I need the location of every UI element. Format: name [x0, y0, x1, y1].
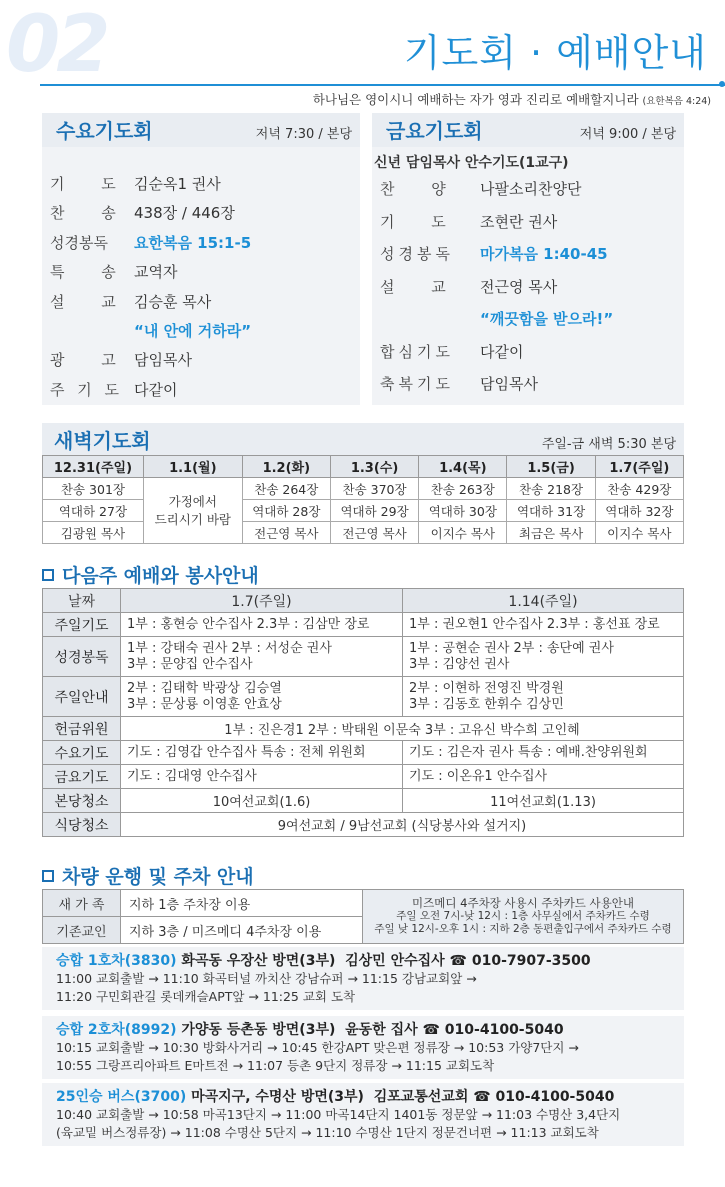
- row-line: 1부 : 공현순 권사 2부 : 송단예 권사: [409, 640, 614, 656]
- parking-row: [43, 890, 684, 917]
- order-value: 담임목사: [134, 351, 192, 370]
- order-label: 기 도: [50, 175, 132, 193]
- order-value: 나팔소리찬양단: [480, 180, 582, 198]
- row-label: 수요기도: [43, 741, 121, 765]
- scripture-cell: 역대하 29장: [330, 500, 418, 522]
- fri-row: [43, 765, 684, 789]
- scripture-cell: 역대하 27장: [43, 500, 144, 522]
- order-value: 마가복음 1:40-45: [480, 245, 608, 263]
- dawn-schedule-table: [42, 455, 684, 544]
- bus-name: 승합 2호차(8992): [56, 1022, 177, 1038]
- hymn-cell: 찬송 218장: [507, 478, 595, 500]
- row-line: 3부 : 김양선 권사: [409, 656, 510, 672]
- row-line: 1부 : 강태숙 권사 2부 : 서성순 권사: [127, 640, 332, 656]
- prayer-row: [43, 613, 684, 637]
- parking-title: [42, 862, 254, 889]
- clean-row: [43, 789, 684, 813]
- row-label: 성경봉독: [43, 637, 121, 677]
- row-line: 3부 : 문상룡 이영훈 안효상: [127, 696, 282, 712]
- route-area: 마곡지구, 수명산 방면(3부): [191, 1089, 364, 1105]
- day-header: 1.5(금): [507, 456, 595, 478]
- next-week-title: [42, 561, 259, 588]
- friday-time: 저녁 9:00 / 본당: [579, 127, 676, 142]
- preacher-cell: 전근영 목사: [242, 522, 330, 544]
- friday-section: [372, 113, 684, 405]
- order-row: [380, 211, 684, 244]
- hymn-cell: 찬송 370장: [330, 478, 418, 500]
- order-row: [380, 308, 684, 341]
- bus-name: 승합 1호차(3830): [56, 953, 177, 969]
- day-header: 1.2(화): [242, 456, 330, 478]
- dawn-day-row: [43, 456, 684, 478]
- order-label: 찬 양: [380, 180, 462, 198]
- order-label: 합심기도: [380, 342, 454, 361]
- bus-route: [42, 947, 684, 1010]
- order-label: 설 교: [50, 292, 132, 311]
- day-header: 1.3(수): [330, 456, 418, 478]
- route-header: [56, 1019, 676, 1039]
- page-number: 02: [6, 0, 107, 90]
- row-value: [403, 677, 684, 717]
- jan1-note-line: 가정에서: [168, 493, 217, 509]
- order-value: 다같이: [134, 380, 178, 399]
- reading-row: [43, 637, 684, 677]
- route-line: 10:40 교회출발 → 10:58 마곡13단지 → 11:00 마곡14단지 1401동 정문앞 → 11:03 수명산 3,4단지: [56, 1107, 621, 1122]
- route-line: 11:00 교회출발 → 11:10 화곡터널 까치산 강남슈퍼 → 11:15 강남교회앞 →: [56, 971, 477, 986]
- order-label: 광 고: [50, 351, 132, 370]
- parking-label: 기존교인: [43, 917, 121, 944]
- wednesday-time: 저녁 7:30 / 본당: [255, 127, 352, 142]
- bus-route: [42, 1016, 684, 1079]
- dining-row: [43, 813, 684, 837]
- order-value: 438장 / 446장: [134, 204, 235, 223]
- parking-card-note: [363, 890, 684, 944]
- row-value: 기도 : 김영갑 안수집사 특송 : 전체 위원회: [121, 741, 403, 765]
- route-header: [56, 950, 676, 970]
- order-value: 다같이: [480, 342, 524, 361]
- order-value: 김승훈 목사: [134, 292, 212, 311]
- dawn-time: 주일-금 새벽 5:30 본당: [541, 437, 676, 452]
- parking-value: 지하 3층 / 미즈메디 4주차장 이용: [121, 917, 363, 944]
- friday-header: [372, 113, 684, 147]
- row-label: 금요기도: [43, 765, 121, 789]
- parking-title-text: 차량 운행 및 주차 안내: [62, 866, 254, 888]
- order-row: [380, 276, 684, 309]
- row-value: 1부 : 권오현1 안수집사 2.3부 : 홍선표 장로: [403, 613, 684, 637]
- dawn-header: [42, 423, 684, 457]
- row-label: 주일기도: [43, 613, 121, 637]
- checkbox-icon: [42, 870, 54, 882]
- parking-table: [42, 889, 684, 944]
- date1-header: 1.7(주일): [121, 589, 403, 613]
- row-value: [121, 637, 403, 677]
- wednesday-title: 수요기도회: [56, 119, 153, 143]
- order-row: [50, 173, 360, 202]
- next-week-title-text: 다음주 예배와 봉사안내: [62, 565, 259, 587]
- preacher-cell: 김광원 목사: [43, 522, 144, 544]
- wed-row: [43, 741, 684, 765]
- jan1-note: [143, 478, 242, 544]
- page-title: 기도회 · 예배안내: [403, 31, 707, 75]
- parking-value: 지하 1층 주차장 이용: [121, 890, 363, 917]
- date-label: 날짜: [43, 589, 121, 613]
- order-label: 성경봉독: [50, 233, 108, 252]
- row-line: 3부 : 김동호 한휘수 김상민: [409, 696, 564, 712]
- row-value: 기도 : 이온유1 안수집사: [403, 765, 684, 789]
- order-row: [50, 379, 360, 408]
- order-value: 조현란 권사: [480, 212, 558, 231]
- order-value: 요한복음 15:1-5: [134, 233, 252, 252]
- order-label: 특 송: [50, 263, 132, 282]
- dawn-preacher-row: [43, 522, 684, 544]
- order-row: [50, 320, 360, 349]
- order-row: [50, 291, 360, 320]
- scripture-cell: 역대하 28장: [242, 500, 330, 522]
- day-header: 1.1(월): [143, 456, 242, 478]
- order-row: [50, 349, 360, 378]
- date2-header: 1.14(주일): [403, 589, 684, 613]
- preacher-cell: 이지수 목사: [419, 522, 507, 544]
- friday-subtitle: 신년 담임목사 안수기도(1교구): [374, 155, 569, 171]
- title-divider: [40, 84, 725, 86]
- verse-ref: (요한복음 4:24): [642, 96, 711, 107]
- day-header: 12.31(주일): [43, 456, 144, 478]
- checkbox-icon: [42, 569, 54, 581]
- row-label: 헌금위원: [43, 717, 121, 741]
- header-verse: [313, 90, 711, 108]
- order-label: 주 기 도: [50, 380, 124, 399]
- order-value: 전근영 목사: [480, 277, 558, 296]
- next-week-table: [42, 588, 684, 837]
- preacher-cell: 최금은 목사: [507, 522, 595, 544]
- dawn-title: 새벽기도회: [54, 429, 151, 453]
- row-value: 9여선교회 / 9남선교회 (식당봉사와 설거지): [121, 813, 684, 837]
- row-value: [121, 677, 403, 717]
- order-row: [380, 178, 684, 211]
- scripture-cell: 역대하 31장: [507, 500, 595, 522]
- preacher-cell: 이지수 목사: [595, 522, 683, 544]
- row-line: 3부 : 문양집 안수집사: [127, 656, 253, 672]
- friday-rows: [372, 172, 684, 406]
- row-label: 본당청소: [43, 789, 121, 813]
- order-value: 담임목사: [480, 375, 538, 393]
- note-line: 주일 낮 12시-오후 1시 : 지하 2층 동편출입구에서 주차카드 수령: [374, 923, 672, 935]
- route-line: (육교밑 버스정류장) → 11:08 수명산 5단지 → 11:10 수명산 1단지 정문건너편 → 11:13 교회도착: [56, 1125, 599, 1140]
- row-value: 11여선교회(1.13): [403, 789, 684, 813]
- order-label: 찬 송: [50, 204, 132, 223]
- hymn-cell: 찬송 429장: [595, 478, 683, 500]
- bus-route: [42, 1083, 684, 1146]
- row-label: 식당청소: [43, 813, 121, 837]
- dawn-hymn-row: [43, 478, 684, 500]
- friday-title: 금요기도회: [386, 119, 483, 143]
- hymn-cell: 찬송 264장: [242, 478, 330, 500]
- order-value: 교역자: [134, 263, 178, 282]
- sermon-title: “내 안에 거하라”: [134, 321, 252, 340]
- hymn-cell: 찬송 301장: [43, 478, 144, 500]
- next-week-header-row: [43, 589, 684, 613]
- route-area: 화곡동 우장산 방면(3부): [181, 953, 336, 969]
- wednesday-header: [42, 113, 360, 147]
- scripture-cell: 역대하 32장: [595, 500, 683, 522]
- wednesday-rows: [42, 147, 360, 408]
- order-label: 기 도: [380, 212, 462, 231]
- dawn-scripture-row: [43, 500, 684, 522]
- wednesday-section: [42, 113, 360, 405]
- row-value: [403, 637, 684, 677]
- order-row: [380, 373, 684, 406]
- order-row: [380, 341, 684, 374]
- order-label: 축복기도: [380, 375, 454, 393]
- route-line: 10:55 그랑프리아파트 E마트전 → 11:07 등촌 9단지 정류장 → 11:15 교회도착: [56, 1058, 495, 1073]
- order-row: [50, 202, 360, 231]
- day-header: 1.4(목): [419, 456, 507, 478]
- route-area: 가양동 등촌동 방면(3부): [181, 1022, 336, 1038]
- row-value: 기도 : 김대영 안수집사: [121, 765, 403, 789]
- row-value: 10여선교회(1.6): [121, 789, 403, 813]
- row-label: 주일안내: [43, 677, 121, 717]
- order-row: [50, 232, 360, 261]
- note-line: 주일 오전 7시-낮 12시 : 1층 사무실에서 주차카드 수령: [396, 910, 650, 922]
- note-title: 미즈메디 4주차장 사용시 주차카드 사용안내: [412, 896, 634, 910]
- verse-text: 하나님은 영이시니 예배하는 자가 영과 진리로 예배할지니라: [312, 92, 639, 107]
- day-header: 1.7(주일): [595, 456, 683, 478]
- route-line: 11:20 구민회관길 롯데캐슬APT앞 → 11:25 교회 도착: [56, 989, 356, 1004]
- route-line: 10:15 교회출발 → 10:30 방화사거리 → 10:45 한강APT 맞은편 정류장 → 10:53 가양7단지 →: [56, 1040, 579, 1055]
- scripture-cell: 역대하 30장: [419, 500, 507, 522]
- route-driver: 윤동한 집사 ☎ 010-4100-5040: [345, 1022, 564, 1038]
- row-line: 2부 : 김태학 박광상 김승열: [127, 680, 282, 696]
- row-line: 2부 : 이현하 전영진 박경원: [409, 680, 564, 696]
- offering-row: [43, 717, 684, 741]
- hymn-cell: 찬송 263장: [419, 478, 507, 500]
- route-header: [56, 1086, 676, 1106]
- row-value: 기도 : 김은자 권사 특송 : 예배.찬양위원회: [403, 741, 684, 765]
- sermon-title: “깨끗함을 받으라!”: [480, 310, 614, 328]
- route-driver: 김상민 안수집사 ☎ 010-7907-3500: [345, 953, 591, 969]
- parking-label: 새 가 족: [43, 890, 121, 917]
- guide-row: [43, 677, 684, 717]
- row-value: 1부 : 진은경1 2부 : 박태원 이문숙 3부 : 고유신 박수희 고인혜: [121, 717, 684, 741]
- bus-name: 25인승 버스(3700): [56, 1089, 187, 1105]
- order-label: 설 교: [380, 277, 462, 296]
- order-row: [50, 261, 360, 290]
- order-label: 성경봉독: [380, 245, 454, 263]
- jan1-note-line: 드리시기 바람: [154, 511, 232, 527]
- order-row: [380, 243, 684, 276]
- row-value: 1부 : 홍현승 안수집사 2.3부 : 김삼만 장로: [121, 613, 403, 637]
- order-value: 김순옥1 권사: [134, 175, 221, 193]
- route-driver: 김포교통선교회 ☎ 010-4100-5040: [373, 1089, 615, 1105]
- preacher-cell: 전근영 목사: [330, 522, 418, 544]
